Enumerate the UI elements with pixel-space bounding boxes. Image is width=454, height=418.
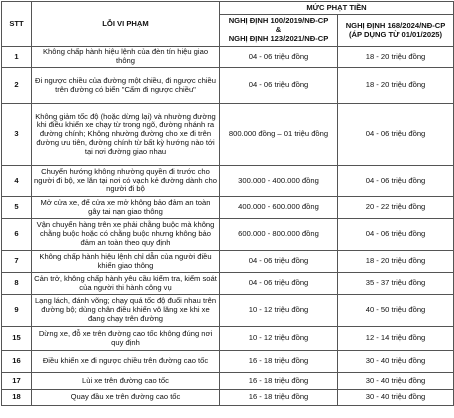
row-violation: Cản trở, không chấp hành yêu cầu kiểm tra, kiểm soát của người thi hành công vụ xyxy=(32,273,220,295)
table-row xyxy=(2,390,454,406)
row-new-fine: 30 - 40 triệu đồng xyxy=(338,373,454,390)
row-violation: Quay đầu xe trên đường cao tốc xyxy=(32,390,220,406)
row-violation: Lùi xe trên đường cao tốc xyxy=(32,373,220,390)
row-new-fine: 18 - 20 triệu đồng xyxy=(338,251,454,273)
row-old-fine: 04 - 06 triệu đồng xyxy=(220,47,338,68)
row-new-fine: 30 - 40 triệu đồng xyxy=(338,351,454,373)
row-stt: 9 xyxy=(2,295,32,327)
table-row xyxy=(2,166,454,197)
header-new-decree: NGHỊ ĐỊNH 168/2024/NĐ-CP (ÁP DỤNG TỪ 01/01/2025) xyxy=(338,15,454,47)
table-row xyxy=(2,351,454,373)
row-stt: 17 xyxy=(2,373,32,390)
row-old-fine: 16 - 18 triệu đồng xyxy=(220,351,338,373)
row-violation: Không giảm tốc độ (hoặc dừng lại) và nhường đường khi điều khiển xe chạy từ trong ngõ, đường nhánh ra đường chính; Không nhường đường cho xe đi trên đường ưu tiên, đường chính từ bất kỳ hướng nào tới tại nơi đường giao nhau xyxy=(32,104,220,166)
header-old-decree: NGHỊ ĐỊNH 100/2019/NĐ-CP & NGHỊ ĐỊNH 123/2021/NĐ-CP xyxy=(220,15,338,47)
row-stt: 6 xyxy=(2,219,32,251)
row-stt: 7 xyxy=(2,251,32,273)
table-row xyxy=(2,197,454,219)
row-new-fine: 12 - 14 triệu đồng xyxy=(338,327,454,351)
header-violation: LỖI VI PHẠM xyxy=(32,2,220,47)
row-old-fine: 16 - 18 triệu đồng xyxy=(220,390,338,406)
table-row xyxy=(2,373,454,390)
row-violation: Không chấp hành hiệu lệnh chỉ dẫn của người điều khiển giao thông xyxy=(32,251,220,273)
row-new-fine: 40 - 50 triệu đồng xyxy=(338,295,454,327)
row-new-fine: 04 - 06 triệu đồng xyxy=(338,104,454,166)
row-violation: Đi ngược chiều của đường một chiều, đi ngược chiều trên đường có biển "Cấm đi ngược chiều" xyxy=(32,68,220,104)
row-old-fine: 800.000 đồng – 01 triệu đồng xyxy=(220,104,338,166)
row-new-fine: 20 - 22 triệu đồng xyxy=(338,197,454,219)
row-new-fine: 04 - 06 triệu đồng xyxy=(338,166,454,197)
row-violation: Điều khiển xe đi ngược chiều trên đường cao tốc xyxy=(32,351,220,373)
row-stt: 3 xyxy=(2,104,32,166)
row-new-fine: 35 - 37 triệu đồng xyxy=(338,273,454,295)
row-violation: Dừng xe, đỗ xe trên đường cao tốc không đúng nơi quy định xyxy=(32,327,220,351)
table-row xyxy=(2,219,454,251)
table-row xyxy=(2,47,454,68)
row-stt: 5 xyxy=(2,197,32,219)
row-new-fine: 18 - 20 triệu đồng xyxy=(338,68,454,104)
row-old-fine: 04 - 06 triệu đồng xyxy=(220,273,338,295)
table-row xyxy=(2,295,454,327)
row-stt: 8 xyxy=(2,273,32,295)
row-violation: Không chấp hành hiệu lệnh của đèn tín hiệu giao thông xyxy=(32,47,220,68)
table-row xyxy=(2,251,454,273)
table-row xyxy=(2,68,454,104)
row-old-fine: 600.000 - 800.000 đồng xyxy=(220,219,338,251)
row-violation: Mở cửa xe, để cửa xe mở không bảo đảm an toàn gây tai nạn giao thông xyxy=(32,197,220,219)
row-stt: 18 xyxy=(2,390,32,406)
header-stt: STT xyxy=(2,2,32,47)
header-fine-group: MỨC PHẠT TIỀN xyxy=(220,2,454,15)
row-violation: Chuyển hướng không nhường quyền đi trước cho người đi bộ, xe lăn tại nơi có vạch kẻ đường dành cho người đi bộ xyxy=(32,166,220,197)
row-stt: 16 xyxy=(2,351,32,373)
row-stt: 4 xyxy=(2,166,32,197)
row-old-fine: 04 - 06 triệu đồng xyxy=(220,251,338,273)
table-row xyxy=(2,104,454,166)
table-row xyxy=(2,273,454,295)
fines-table xyxy=(1,1,454,406)
row-old-fine: 16 - 18 triệu đồng xyxy=(220,373,338,390)
row-stt: 2 xyxy=(2,68,32,104)
row-new-fine: 04 - 06 triệu đồng xyxy=(338,219,454,251)
table-row xyxy=(2,327,454,351)
row-old-fine: 10 - 12 triệu đồng xyxy=(220,327,338,351)
row-stt: 15 xyxy=(2,327,32,351)
row-new-fine: 30 - 40 triệu đồng xyxy=(338,390,454,406)
row-old-fine: 300.000 - 400.000 đồng xyxy=(220,166,338,197)
row-violation: Lạng lách, đánh võng; chạy quá tốc độ đuổi nhau trên đường bộ; dùng chân điều khiển vô lăng xe khi xe đang chạy trên đường xyxy=(32,295,220,327)
row-stt: 1 xyxy=(2,47,32,68)
row-new-fine: 18 - 20 triệu đồng xyxy=(338,47,454,68)
row-old-fine: 04 - 06 triệu đồng xyxy=(220,68,338,104)
row-violation: Vận chuyển hàng trên xe phải chằng buộc mà không chằng buộc hoặc có chằng buộc nhưng không bảo đảm an toàn theo quy định xyxy=(32,219,220,251)
row-old-fine: 400.000 - 600.000 đồng xyxy=(220,197,338,219)
row-old-fine: 10 - 12 triệu đồng xyxy=(220,295,338,327)
